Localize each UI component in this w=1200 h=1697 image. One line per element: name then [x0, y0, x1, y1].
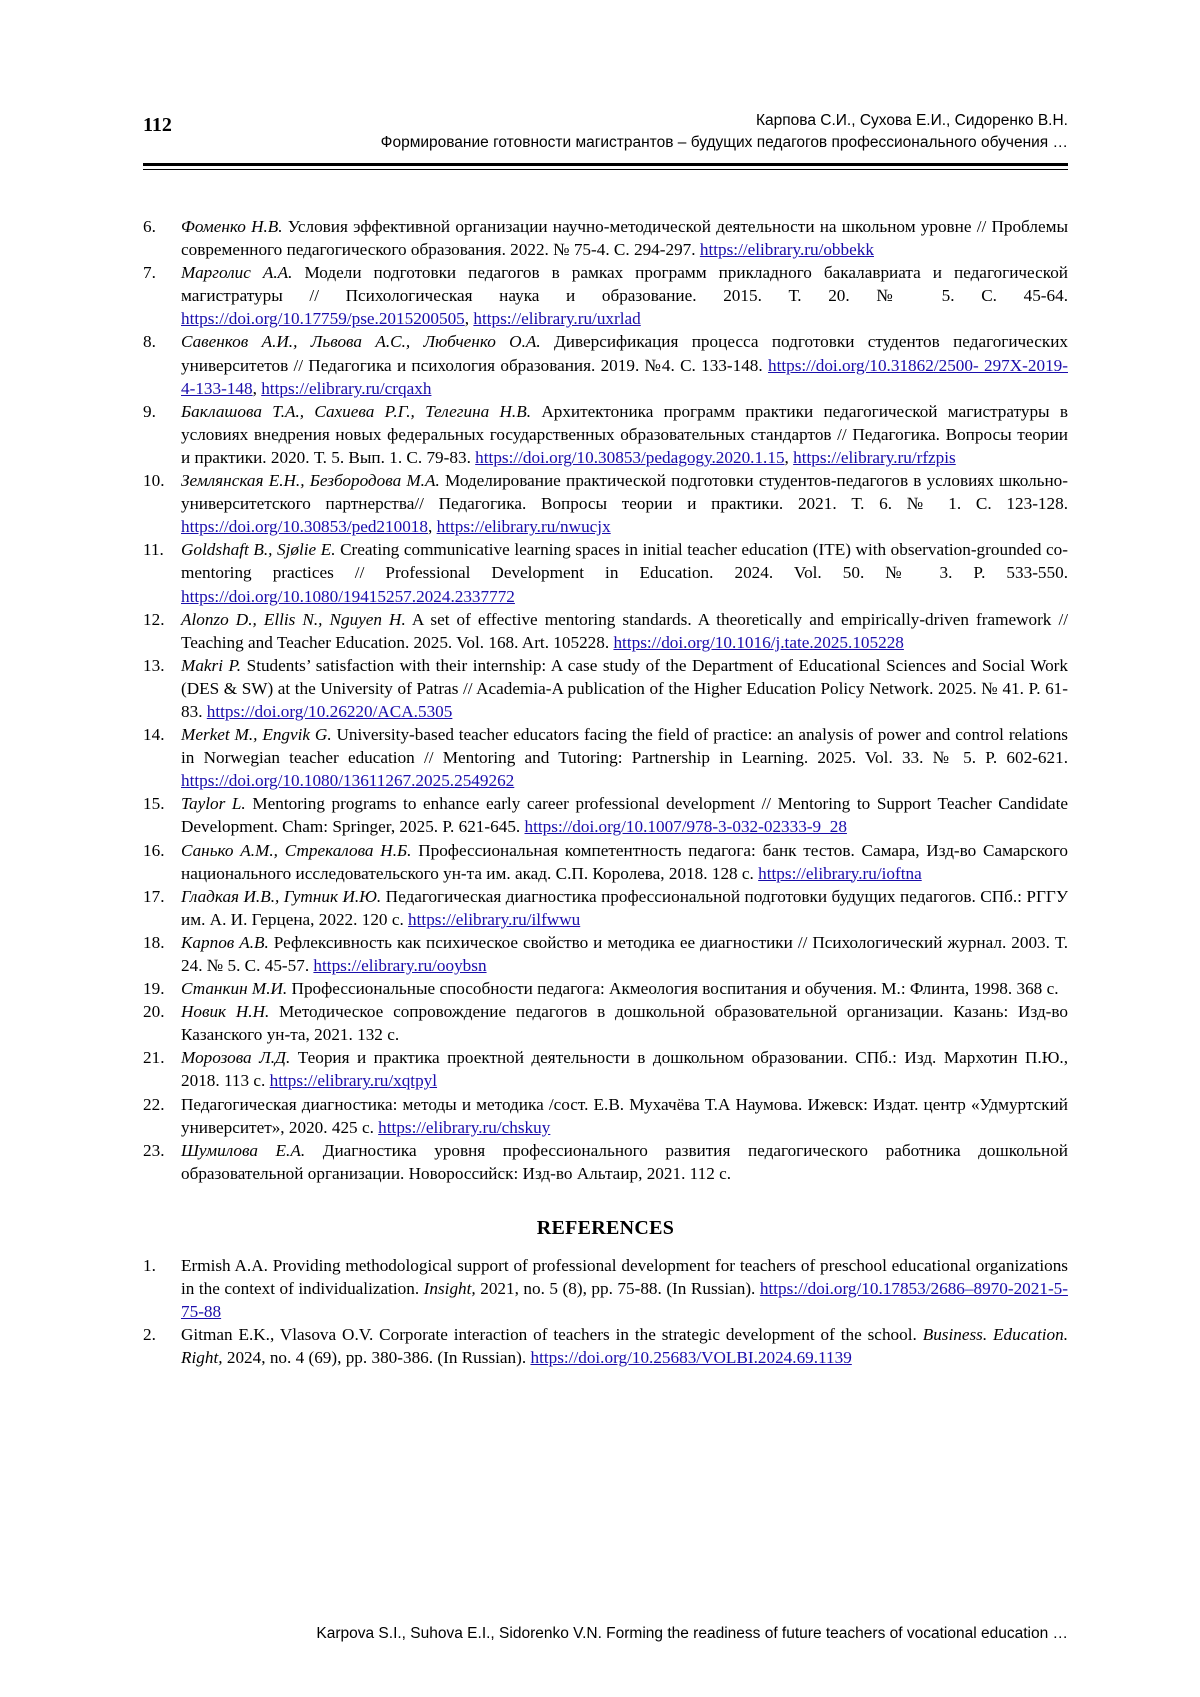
reference-link[interactable]: https://doi.org/10.30853/ped210018 — [181, 517, 428, 537]
references-heading: REFERENCES — [536, 1216, 675, 1239]
reference-text: Моделирование практической подготовки студентов-педагогов в условиях школьно-университетского партнерства// Педагогика. Вопросы теории и практики. 2021. Т. 6. № 1. С. 123-128. — [181, 471, 1068, 514]
reference-link[interactable]: https://elibrary.ru/uxrlad — [473, 309, 641, 329]
reference-link[interactable]: https://elibrary.ru/xqtpyl — [269, 1071, 438, 1091]
reference-item — [143, 330, 1068, 399]
reference-item — [143, 469, 1068, 538]
reference-authors: Merket M., Engvik G. — [181, 725, 332, 745]
reference-link[interactable]: https://doi.org/10.17853/2686–8970-2021-5-75-88 — [181, 1279, 1068, 1322]
reference-number: 8. — [143, 332, 156, 352]
reference-number: 14. — [143, 725, 165, 745]
reference-link[interactable]: https://elibrary.ru/obbekk — [699, 240, 874, 260]
reference-item — [143, 538, 1068, 607]
reference-authors: Taylor L. — [181, 794, 246, 814]
reference-number: 12. — [143, 609, 165, 629]
reference-item — [143, 1254, 1068, 1323]
header-title: Формирование готовности магистрантов – будущих педагогов профессионального обучения … — [380, 134, 1068, 151]
page-header — [143, 110, 1068, 154]
reference-item — [143, 400, 1068, 469]
reference-number: 2. — [143, 1325, 156, 1345]
page-number: 112 — [143, 114, 172, 136]
reference-text: University-based teacher educators facing the field of practice: an analysis of power and control relations in Norwegian teacher education // Mentoring and Tutoring: Partnership in Learning. 2025. Vol. 33. № 5. P. 602-621. — [181, 725, 1068, 768]
reference-link[interactable]: https://doi.org/10.1080/13611267.2025.2549262 — [181, 771, 515, 791]
reference-number: 9. — [143, 401, 156, 421]
reference-number: 13. — [143, 655, 165, 675]
reference-authors: Баклашова Т.А., Сахиева Р.Г., Телегина Н.В. — [181, 401, 532, 421]
reference-text: Профессиональные способности педагога: Акмеология воспитания и обучения. М.: Флинта, 1998. 368 с. — [287, 979, 1059, 999]
reference-item — [143, 1139, 1068, 1185]
reference-number: 18. — [143, 932, 165, 952]
reference-item — [143, 931, 1068, 977]
references-section — [143, 215, 1068, 1369]
reference-authors: Goldshaft B., Sjølie E. — [181, 540, 336, 560]
reference-number: 22. — [143, 1094, 165, 1114]
reference-text: Теория и практика проектной деятельности в дошкольном образовании. СПб.: Изд. Мархотин П.Ю., 2018. 113 с. — [181, 1048, 1068, 1091]
reference-link[interactable]: https://doi.org/10.1016/j.tate.2025.105228 — [613, 632, 904, 652]
reference-number: 21. — [143, 1048, 165, 1068]
reference-link[interactable]: https://elibrary.ru/rfzpis — [793, 447, 956, 467]
header-rule-thick — [143, 163, 1068, 166]
reference-authors: Гладкая И.В., Гутник И.Ю. — [181, 886, 382, 906]
reference-link[interactable]: https://doi.org/10.26220/ACA.5305 — [206, 701, 453, 721]
reference-item — [143, 1323, 1068, 1369]
reference-number: 19. — [143, 979, 165, 999]
reference-authors: Марголис А.А. — [181, 263, 293, 283]
reference-authors: Санько А.М., Стрекалова Н.Б. — [181, 840, 412, 860]
reference-item — [143, 723, 1068, 792]
reference-number: 7. — [143, 263, 156, 283]
reference-text: Диверсификация процесса подготовки студентов педагогических университетов // Педагогика и психология образования. 2019. №4. С. 133-148. — [181, 332, 1069, 375]
reference-separator: , — [784, 447, 794, 467]
reference-item — [143, 792, 1068, 838]
reference-link[interactable]: https://elibrary.ru/crqaxh — [261, 378, 432, 398]
reference-number: 17. — [143, 886, 165, 906]
reference-authors: Морозова Л.Д. — [181, 1048, 291, 1068]
reference-text: Модели подготовки педагогов в рамках программ прикладного бакалавриата и педагогической магистратуры // Психологическая наука и образование. 2015. Т. 20. № 5. С. 45-64. — [181, 263, 1068, 306]
reference-journal: Business. Education. Right, — [181, 1325, 1068, 1368]
reference-text: Gitman E.K., Vlasova O.V. Corporate interaction of teachers in the strategic development of the school. — [181, 1325, 923, 1345]
reference-item — [143, 1093, 1068, 1139]
russian-reference-list — [143, 215, 1068, 1185]
reference-number: 16. — [143, 840, 165, 860]
reference-link[interactable]: https://doi.org/10.1080/19415257.2024.2337772 — [181, 586, 515, 606]
page-footer: Karpova S.I., Suhova E.I., Sidorenko V.N. Forming the readiness of future teachers of vocational education … — [316, 1625, 1068, 1642]
reference-link[interactable]: https://doi.org/10.30853/pedagogy.2020.1.15 — [475, 447, 785, 467]
header-authors: Карпова С.И., Сухова Е.И., Сидоренко В.Н. — [755, 112, 1068, 129]
reference-authors: Станкин М.И. — [181, 979, 288, 999]
reference-item — [143, 885, 1068, 931]
reference-details: 2024, no. 4 (69), pp. 380-386. (In Russian). — [222, 1348, 531, 1368]
reference-number: 20. — [143, 1002, 165, 1022]
reference-item — [143, 261, 1068, 330]
reference-authors: Новик Н.Н. — [181, 1002, 270, 1022]
reference-link[interactable]: https://elibrary.ru/ioftna — [758, 863, 922, 883]
reference-text: A set of effective mentoring standards. A theoretically and empirically-driven framework // Teaching and Teacher Education. 2025. Vol. 168. Art. 105228. — [181, 609, 1068, 652]
reference-number: 10. — [143, 471, 165, 491]
reference-authors: Савенков А.И., Львова А.С., Любченко О.А. — [181, 332, 541, 352]
reference-text: Педагогическая диагностика профессиональной подготовки будущих педагогов. СПб.: РГГУ им. А. И. Герцена, 2022. 120 с. — [181, 886, 1068, 929]
header-rule-thin — [143, 169, 1068, 170]
reference-link[interactable]: https://elibrary.ru/chskuy — [378, 1117, 551, 1137]
reference-link[interactable]: https://elibrary.ru/ooybsn — [313, 956, 487, 975]
reference-item — [143, 839, 1068, 885]
reference-text: Диагностика уровня профессионального развития педагогического работника дошкольной образовательной организации. Новороссийск: Изд-во Альтаир, 2021. 112 с. — [181, 1140, 1069, 1183]
reference-details: 2021, no. 5 (8), pp. 75-88. (In Russian). — [475, 1279, 760, 1299]
reference-link[interactable]: https://doi.org/10.1007/978-3-032-02333-9_28 — [524, 817, 847, 837]
reference-text: Профессиональная компетентность педагога: банк тестов. Самара, Изд-во Самарского национального исследовательского ун-та им. акад. С.П. Королева, 2018. 128 с. — [181, 840, 1069, 883]
reference-text: Педагогическая диагностика: методы и методика /сост. Е.В. Мухачёва Т.А Наумова. Ижевск: Издат. центр «Удмуртский университет», 2020. 425 с. — [181, 1094, 1068, 1137]
reference-number: 15. — [143, 794, 165, 814]
reference-text: Students’ satisfaction with their internship: A case study of the Department of Educational Sciences and Social Work (DES & SW) at the University of Patras // Academia-A publication of the Higher Education Policy Network. 2025. № 41. P. 61-83. — [181, 655, 1068, 721]
reference-journal: Insight, — [423, 1279, 476, 1299]
reference-text: Mentoring programs to enhance early career professional development // Mentoring to Support Teacher Candidate Development. Cham: Springer, 2025. P. 621-645. — [181, 794, 1068, 837]
reference-authors: Землянская Е.Н., Безбородова М.А. — [181, 471, 440, 491]
reference-authors: Шумилова Е.А. — [181, 1140, 306, 1160]
reference-text: Условия эффективной организации научно-методической деятельности на школьном уровне // Проблемы современного педагогического образования. 2022. № 75-4. С. 294-297. — [181, 217, 1068, 260]
reference-item — [143, 1000, 1068, 1046]
reference-authors: Alonzo D., Ellis N., Nguyen H. — [181, 609, 406, 629]
reference-item — [143, 215, 1068, 261]
reference-authors: Фоменко Н.В. — [181, 217, 283, 236]
reference-text: Рефлексивность как психическое свойство и методика ее диагностики // Психологический журнал. 2003. Т. 24. № 5. С. 45-57. — [181, 932, 1068, 975]
reference-link[interactable]: https://elibrary.ru/ilfwwu — [408, 909, 581, 929]
english-reference-list — [143, 1254, 1068, 1369]
reference-separator: , — [428, 517, 437, 537]
reference-item — [143, 654, 1068, 723]
reference-separator: , — [252, 378, 262, 398]
reference-text: Архитектоника программ практики педагогической магистратуры в условиях внедрения новых федеральных государственных образовательных стандартов // Педагогика. Вопросы теории и практики. 2020. Т. 5. Вып. 1. С. 79-83. — [181, 401, 1069, 467]
reference-text: Методическое сопровождение педагогов в дошкольной образовательной организации. Казань: Изд-во Казанского ун-та, 2021. 132 с. — [181, 1002, 1069, 1045]
reference-separator: , — [464, 309, 474, 329]
reference-text: Ermish A.A. Providing methodological support of professional development for teachers of preschool educational organizations in the context of individualization. — [181, 1255, 1068, 1299]
reference-number: 23. — [143, 1140, 165, 1160]
reference-text: Creating communicative learning spaces in initial teacher education (ITE) with observation-grounded co-mentoring practices // Professional Development in Education. 2024. Vol. 50. № 3. P. 533-550. — [181, 540, 1068, 583]
reference-item — [143, 977, 1068, 1000]
reference-item — [143, 1046, 1068, 1092]
reference-link[interactable]: https://doi.org/10.31862/2500- 297X-2019-4-133-148 — [181, 355, 1068, 398]
reference-number: 6. — [143, 217, 156, 236]
reference-number: 11. — [143, 540, 164, 560]
reference-link[interactable]: https://doi.org/10.25683/VOLBI.2024.69.1139 — [530, 1348, 852, 1368]
reference-authors: Makri P. — [181, 655, 242, 675]
reference-link[interactable]: https://elibrary.ru/nwucjx — [436, 517, 611, 537]
reference-link[interactable]: https://doi.org/10.17759/pse.2015200505 — [181, 309, 465, 329]
reference-item — [143, 608, 1068, 654]
reference-number: 1. — [143, 1255, 156, 1275]
reference-authors: Карпов А.В. — [181, 932, 269, 952]
